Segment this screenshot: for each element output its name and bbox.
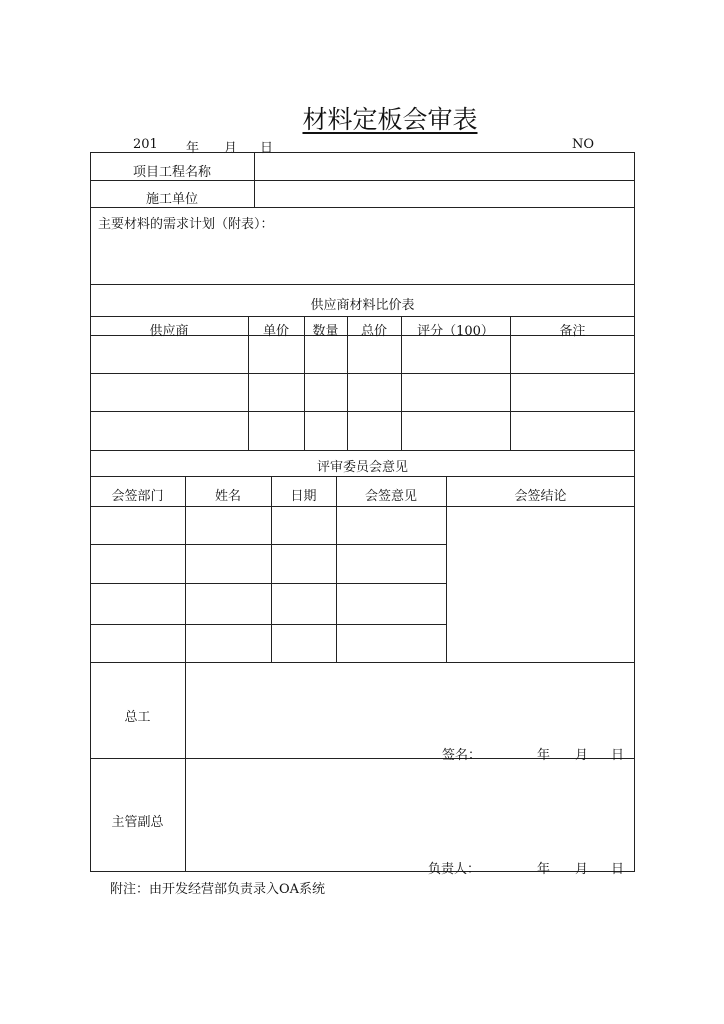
row-divider <box>90 544 446 545</box>
row-divider <box>90 662 635 663</box>
deputy-gm-month-unit: 月 <box>575 862 589 877</box>
date-year: 201 <box>133 137 158 152</box>
project-name-label: 项目工程名称 <box>132 165 211 180</box>
name-col-header: 姓名 <box>214 489 241 504</box>
form-title: 材料定板会审表 <box>302 105 478 134</box>
deputy-gm-year-unit: 年 <box>537 862 551 877</box>
material-plan-label: 主要材料的需求计划（附表）： <box>98 217 274 232</box>
row-divider <box>90 207 635 208</box>
date-day-unit: 日 <box>260 141 274 156</box>
chief-engineer-label: 总工 <box>124 710 151 725</box>
date-col-header: 日期 <box>290 489 317 504</box>
form-table <box>90 152 635 872</box>
quantity-col-header: 数量 <box>312 324 339 339</box>
review-section-title: 评审委员会意见 <box>316 460 408 475</box>
score-col-header: 评分（100） <box>417 324 494 339</box>
footnote: 附注：由开发经营部负责录入OA系统 <box>110 882 326 897</box>
department-col-header: 会签部门 <box>111 489 164 504</box>
row-divider <box>90 284 635 285</box>
total-price-col-header: 总价 <box>360 324 387 339</box>
unit-price-col-header: 单价 <box>262 324 289 339</box>
supplier-col-header: 供应商 <box>149 324 189 339</box>
deputy-gm-sign-label: 负责人： <box>428 862 481 877</box>
supplier-section-title: 供应商材料比价表 <box>310 298 415 313</box>
row-divider <box>90 316 635 317</box>
row-divider <box>90 624 446 625</box>
deputy-gm-label: 主管副总 <box>111 815 164 830</box>
conclusion-col-header: 会签结论 <box>514 489 567 504</box>
date-month-unit: 月 <box>224 141 238 156</box>
chief-engineer-month-unit: 月 <box>575 748 589 763</box>
row-divider <box>90 373 635 374</box>
construction-unit-label: 施工单位 <box>145 192 198 207</box>
form-number-label: NO <box>572 137 595 152</box>
chief-engineer-day-unit: 日 <box>611 748 625 763</box>
remarks-col-header: 备注 <box>559 324 586 339</box>
row-divider <box>90 180 635 181</box>
deputy-gm-day-unit: 日 <box>611 862 625 877</box>
chief-engineer-year-unit: 年 <box>537 748 551 763</box>
row-divider <box>90 450 635 451</box>
row-divider <box>90 476 635 477</box>
opinion-col-header: 会签意见 <box>364 489 417 504</box>
chief-engineer-sign-label: 签名： <box>442 748 482 763</box>
row-divider <box>90 583 446 584</box>
row-divider <box>90 506 635 507</box>
row-divider <box>90 411 635 412</box>
column-divider <box>254 152 255 207</box>
date-year-unit: 年 <box>186 141 200 156</box>
row-divider <box>90 758 635 759</box>
column-divider <box>185 476 186 872</box>
